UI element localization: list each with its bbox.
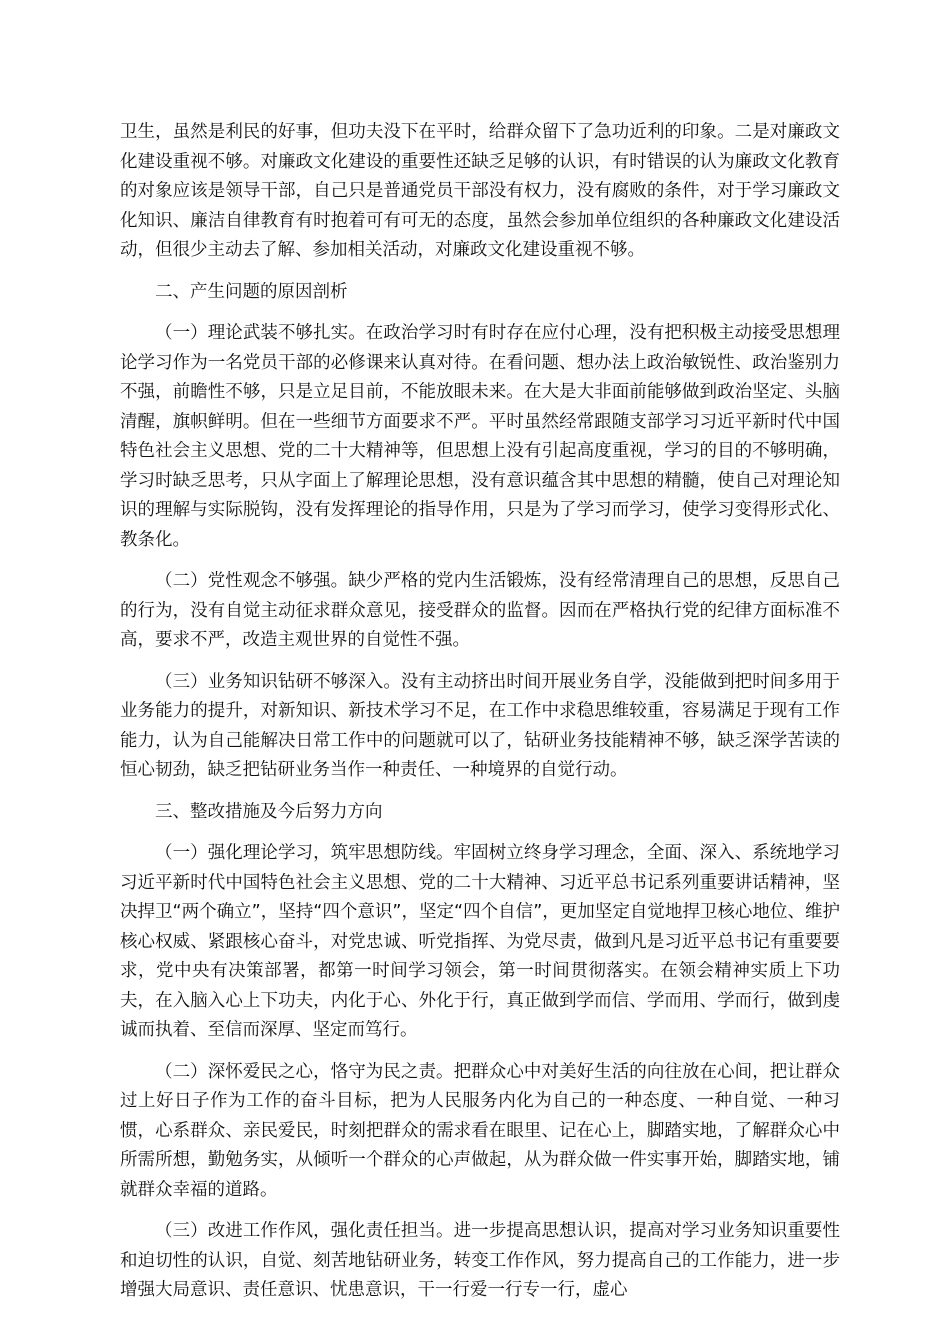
paragraph-measure-2: （二）深怀爱民之心，恪守为民之责。把群众心中对美好生活的向往放在心间，把让群众过上好日子作为工作的奋斗目标，把为人民服务内化为自己的一种态度、一种自觉、一种习惯，心系群众、亲民爱民，时刻把群众的需求看在眼里、记在心上，脚踏实地，了解群众心中所需所想，勤勉务实，从倾听一个群众的心声做起，从为群众做一件实事开始，脚踏实地，铺就群众幸福的道路。 [120,1061,840,1200]
paragraph-cause-2: （二）党性观念不够强。缺少严格的党内生活锻炼，没有经常清理自己的思想，反思自己的行为，没有自觉主动征求群众意见，接受群众的监督。因而在严格执行党的纪律方面标准不高，要求不严，改造主观世界的自觉性不强。 [120,571,840,650]
paragraph-cause-3: （三）业务知识钻研不够深入。没有主动挤出时间开展业务自学，没能做到把时间多用于业务能力的提升，对新知识、新技术学习不足，在工作中求稳思维较重，容易满足于现有工作能力，认为自己能解决日常工作中的问题就可以了，钻研业务技能精神不够，缺乏深学苦读的恒心韧劲，缺乏把钻研业务当作一种责任、一种境界的自觉行动。 [120,671,840,780]
section-heading-causes: 二、产生问题的原因剖析 [155,281,348,302]
paragraph-cause-1: （一）理论武装不够扎实。在政治学习时有时存在应付心理，没有把积极主动接受思想理论学习作为一名党员干部的必修课来认真对待。在看问题、想办法上政治敏锐性、政治鉴别力不强，前瞻性不够，只是立足目前，不能放眼未来。在大是大非面前能够做到政治坚定、头脑清醒，旗帜鲜明。但在一些细节方面要求不严。平时虽然经常跟随支部学习习近平新时代中国特色社会主义思想、党的二十大精神等，但思想上没有引起高度重视，学习的目的不够明确，学习时缺乏思考，只从字面上了解理论思想，没有意识蕴含其中思想的精髓，使自己对理论知识的理解与实际脱钩，没有发挥理论的指导作用，只是为了学习而学习，使学习变得形式化、教条化。 [120,323,840,550]
document-page [120,118,840,1318]
paragraph-measure-3: （三）改进工作作风，强化责任担当。进一步提高思想认识，提高对学习业务知识重要性和迫切性的认识，自觉、刻苦地钻研业务，转变工作作风，努力提高自己的工作能力，进一步增强大局意识、责任意识、忧患意识，干一行爱一行专一行，虚心 [120,1221,840,1300]
paragraph-measure-1: （一）强化理论学习，筑牢思想防线。牢固树立终身学习理念，全面、深入、系统地学习习近平新时代中国特色社会主义思想、党的二十大精神、习近平总书记系列重要讲话精神，坚决捍卫“两个确立”，坚持“四个意识”，坚定“四个自信”，更加坚定自觉地捍卫核心地位、维护核心权威、紧跟核心奋斗，对党忠诚、听党指挥、为党尽责，做到凡是习近平总书记有重要要求，党中央有决策部署，都第一时间学习领会，第一时间贯彻落实。在领会精神实质上下功夫，在入脑入心上下功夫，内化于心、外化于行，真正做到学而信、学而用、学而行，做到虔诚而执着、至信而深厚、坚定而笃行。 [120,843,840,1040]
section-heading-measures: 三、整改措施及今后努力方向 [155,801,383,822]
paragraph-continuation: 卫生，虽然是利民的好事，但功夫没下在平时，给群众留下了急功近利的印象。二是对廉政文化建设重视不够。对廉政文化建设的重要性还缺乏足够的认识，有时错误的认为廉政文化教育的对象应该是领导干部，自己只是普通党员干部没有权力，没有腐败的条件，对于学习廉政文化知识、廉洁自律教育有时抱着可有可无的态度，虽然会参加单位组织的各种廉政文化建设活动，但很少主动去了解、参加相关活动，对廉政文化建设重视不够。 [120,122,840,260]
